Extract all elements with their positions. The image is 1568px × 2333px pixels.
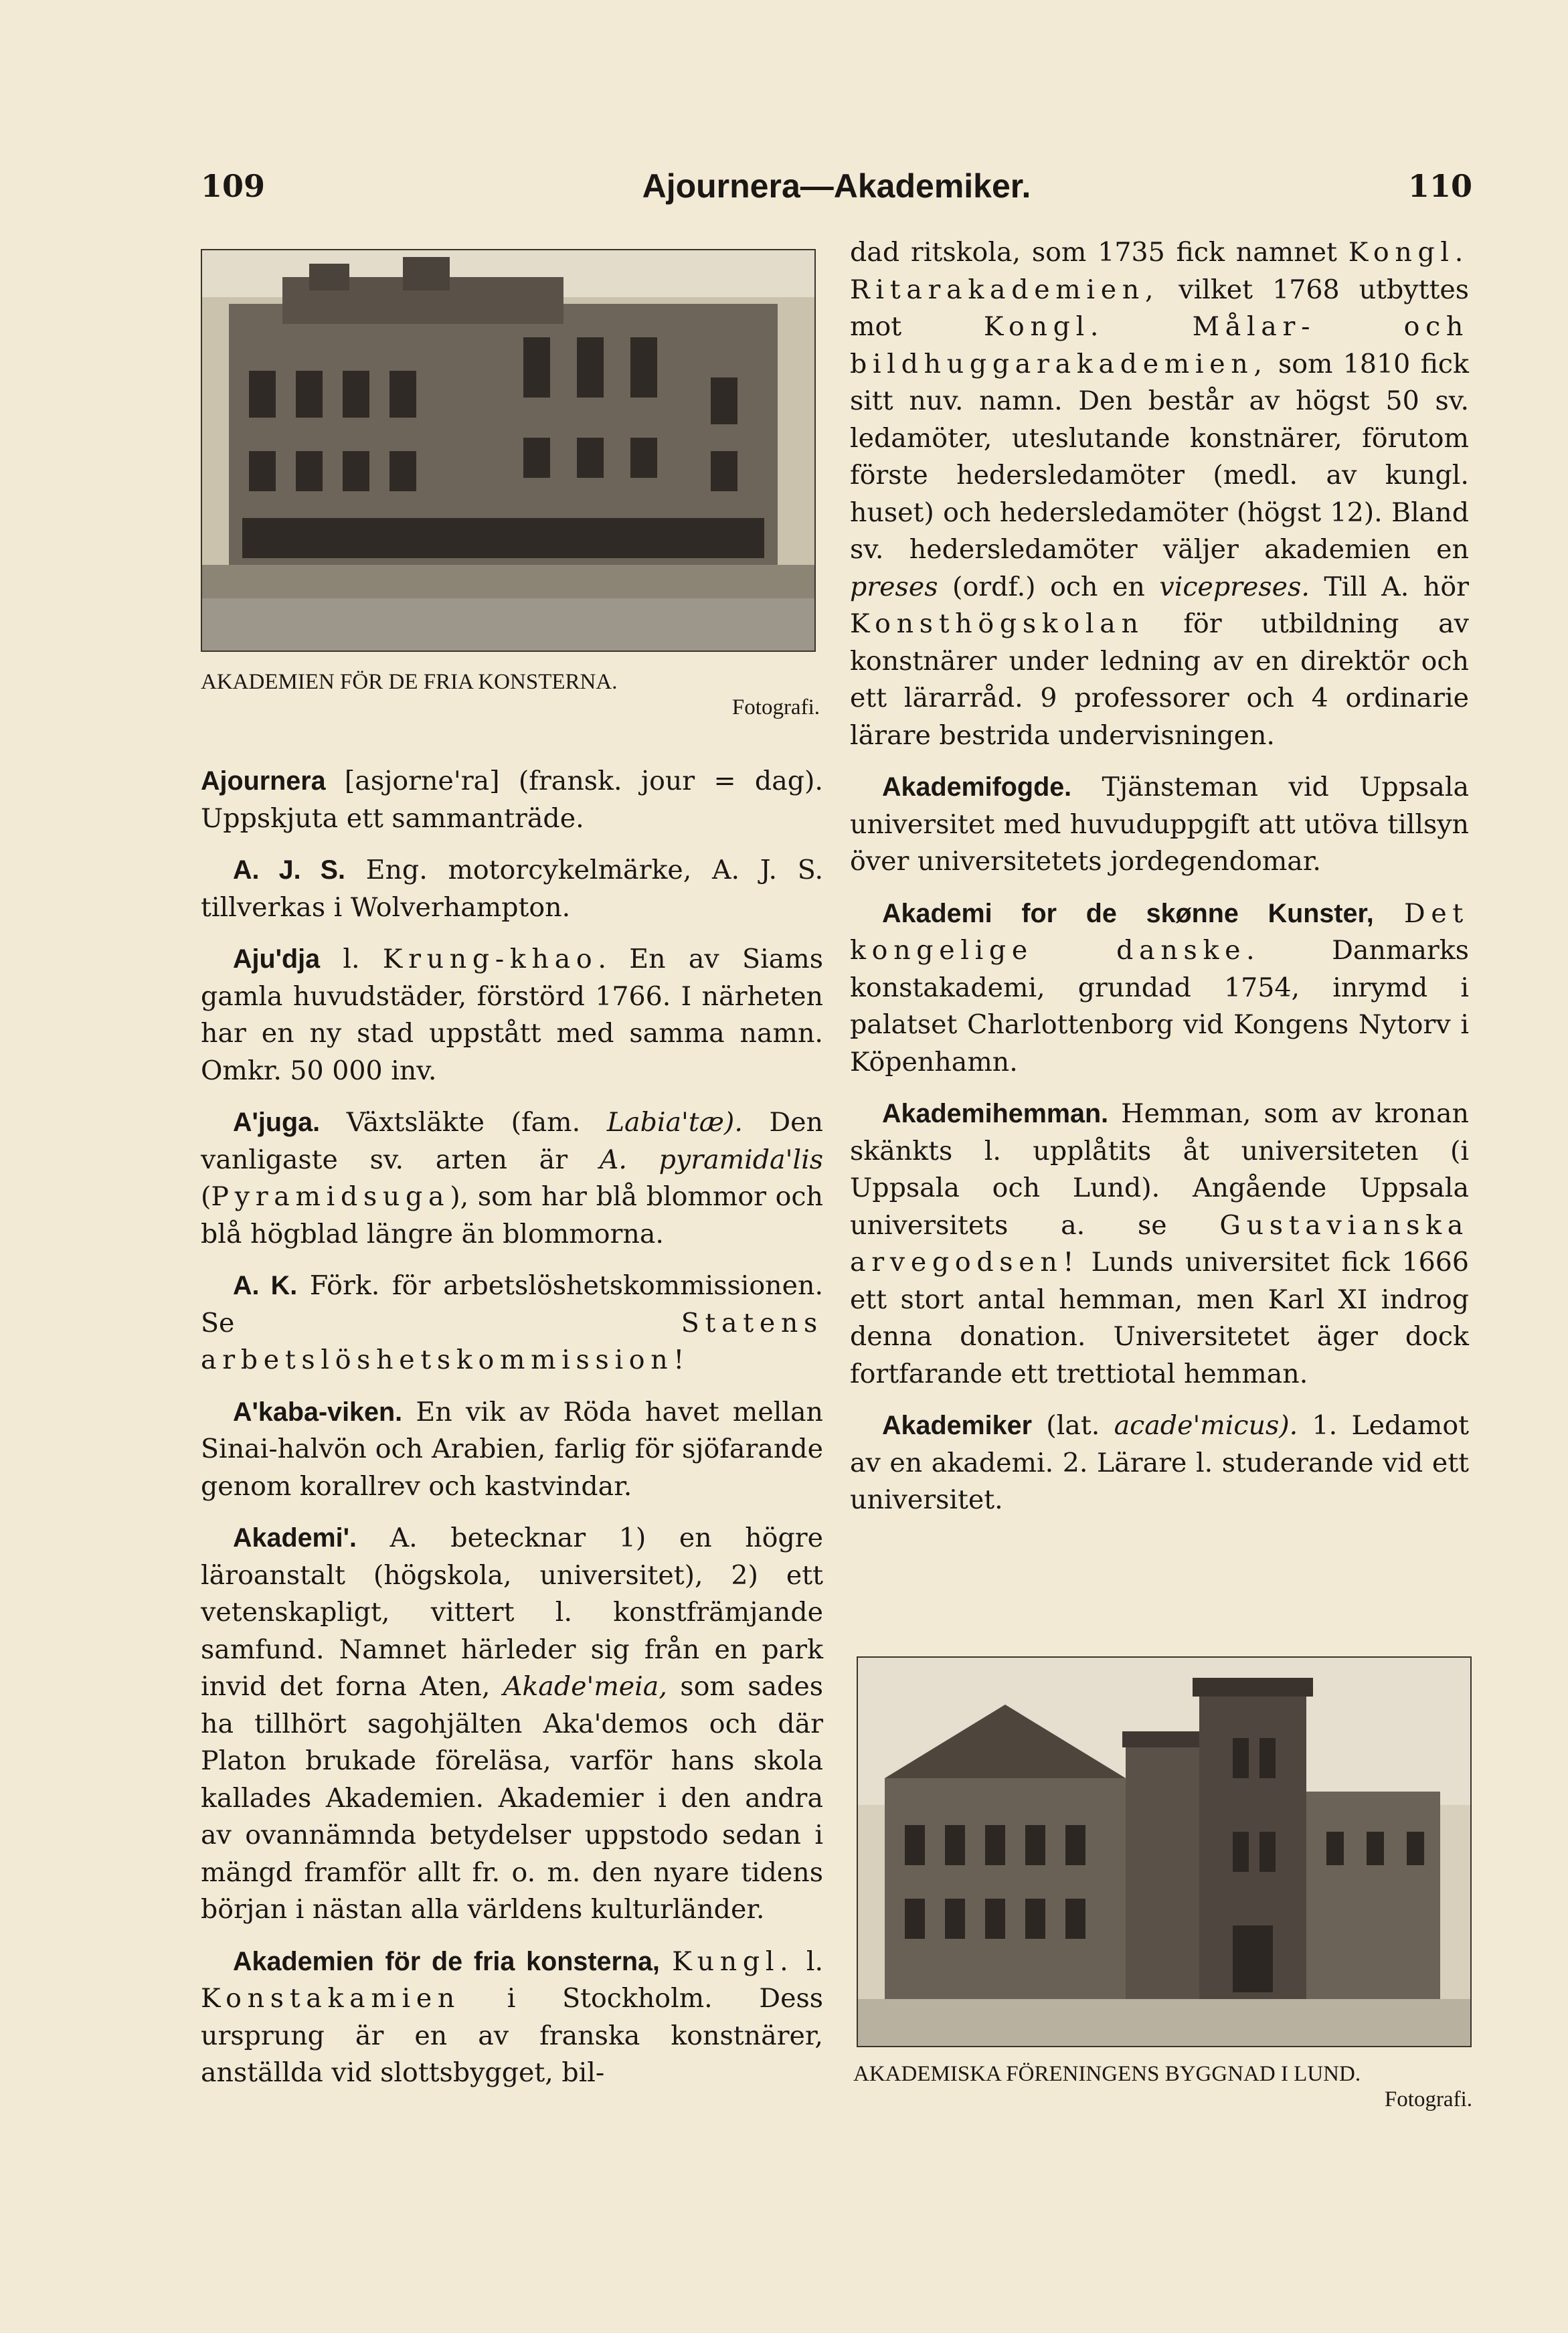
bottom-caption-text: AKADEMISKA FÖRENINGENS BYGGNAD I LUND.: [853, 2062, 1361, 2086]
entry-akademiker: Akademiker (lat. acade'micus). 1. Ledamot av en akademi. 2. Lärare l. studerande vid ett universitet.: [850, 1410, 1469, 1515]
entry-akademien-fria-konsterna-cont: dad ritskola, som 1735 fick namnet Kongl. Ritarakademien, vilket 1768 utbyttes mot Kongl. Målar- och bildhuggarakademien, som 1810 fick sitt nuv. namn. Den består av högst 50 sv. ledamöter, uteslutande konstnärer, förutom förste hedersledamöter (medl. av kungl. huset) och hedersledamöter (högst 12). Bland sv. hedersledamöter väljer akademien en preses (ordf.) och en vicepreses. Till A. hör Konsthögskolan för utbildning av konstnärer under ledning av en direktör och ett lärarråd. 9 professorer och 4 ordinarie lärare bestrida undervisningen.: [850, 237, 1470, 751]
top-caption-text: AKADEMIEN FÖR DE FRIA KONSTERNA.: [201, 670, 618, 694]
entry-akademi-skonne-kunster: Akademi for de skønne Kunster, Det kongelige danske. Danmarks konstakademi, grundad 1754, inrymd i palatset Charlottenborg vid Kongens Nytorv i Köpenhamn.: [850, 897, 1469, 1077]
academy-building-photo: [201, 249, 816, 652]
entry-ajuga: A'juga. Växtsläkte (fam. Labia'tæ). Den vanligaste sv. arten är A. pyramida'lis (Pyramidsuga), som har blå blommor och blå högblad längre än blommorna.: [201, 1107, 824, 1249]
bottom-caption-credit: Fotografi.: [1384, 2087, 1472, 2111]
page-number-left: 109: [201, 168, 266, 204]
entry-akademi: Akademi'. A. betecknar 1) en högre läroanstalt (högskola, universitet), 2) ett vetenskapligt, vittert l. konstfrämjande samfund. Namnet härleder sig från en park invid det forna Aten, Akade'meia, som sades ha tillhört sagohjälten Aka'demos och där Platon brukade föreläsa, varför hans skola kallades Akademien. Akademier i den andra av ovannämnda betydelser uppstodo sedan i mängd framför allt fr. o. m. den nyare tidens början i nästan alla världens kulturländer.: [201, 1523, 823, 1925]
top-figure-caption: [201, 669, 820, 720]
left-column: [201, 763, 823, 2107]
entry-akaba: A'kaba-viken. En vik av Röda havet mellan Sinai-halvön och Arabien, farlig för sjöfarande genom korallrev och kastvindar.: [201, 1396, 823, 1502]
right-column: [850, 234, 1469, 1534]
running-header: [201, 166, 1472, 206]
top-caption-credit: Fotografi.: [731, 695, 820, 719]
page-number-right: 110: [1407, 168, 1472, 204]
entry-ajs: A. J. S. Eng. motorcykelmärke, A. J. S. tillverkas i Wolverhampton.: [201, 855, 823, 923]
entry-akademien-fria-konsterna: Akademien för de fria konsterna, Kungl. l. Konstakamien i Stockholm. Dess ursprung är en av franska konstnärer, anställda vid slottsbygget, bil-: [201, 1946, 824, 2088]
entry-akademifogde: Akademifogde. Tjänsteman vid Uppsala universitet med huvuduppgift att utöva tillsyn över universitetets jordegendomar.: [850, 772, 1469, 877]
entry-ajudja: Aju'dja l. Krung-khao. En av Siams gamla huvudstäder, förstörd 1766. I närheten har en ny stad uppstått med samma namn. Omkr. 50 000 inv.: [201, 944, 823, 1086]
header-title: Ajournera—Akademiker.: [642, 167, 1031, 205]
entry-akademihemman: Akademihemman. Hemman, som av kronan skänkts l. upplåtits åt universiteten (i Uppsala och Lund). Angående Uppsala universitets a. se Gustavianska arvegodsen! Lunds universitet fick 1666 ett stort antal hemman, men Karl XI indrog denna donation. Universitetet äger dock fortfarande ett trettiotal hemman.: [850, 1098, 1469, 1389]
entry-ak: A. K. Förk. för arbetslöshetskommissionen. Se Statens arbetslöshetskommission!: [201, 1270, 823, 1375]
entry-ajournera: Ajournera [asjorne'ra] (fransk. jour = dag). Uppskjuta ett sammanträde.: [201, 766, 823, 834]
lund-building-photo: [857, 1656, 1472, 2047]
bottom-figure-caption: [853, 2061, 1472, 2112]
